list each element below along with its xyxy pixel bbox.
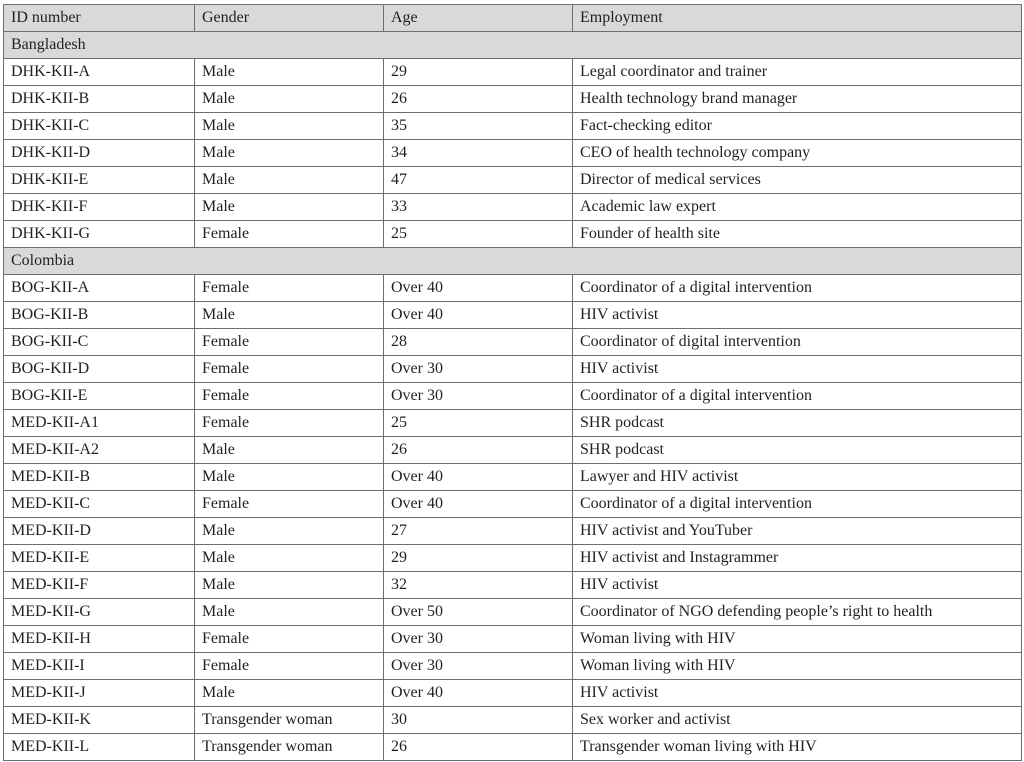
table-body bbox=[4, 32, 1022, 761]
cell-gender: Male bbox=[195, 464, 384, 491]
cell-employment: Legal coordinator and trainer bbox=[573, 59, 1022, 86]
cell-id-number: DHK-KII-C bbox=[4, 113, 195, 140]
table-row bbox=[4, 518, 1022, 545]
cell-id-number: MED-KII-E bbox=[4, 545, 195, 572]
cell-age: 25 bbox=[384, 221, 573, 248]
cell-age: Over 30 bbox=[384, 383, 573, 410]
table-row bbox=[4, 86, 1022, 113]
cell-employment: HIV activist and Instagrammer bbox=[573, 545, 1022, 572]
cell-gender: Female bbox=[195, 221, 384, 248]
cell-employment: HIV activist bbox=[573, 302, 1022, 329]
table-row bbox=[4, 491, 1022, 518]
cell-gender: Female bbox=[195, 383, 384, 410]
cell-id-number: BOG-KII-D bbox=[4, 356, 195, 383]
section-row bbox=[4, 32, 1022, 59]
cell-employment: Academic law expert bbox=[573, 194, 1022, 221]
cell-gender: Female bbox=[195, 410, 384, 437]
section-row bbox=[4, 248, 1022, 275]
cell-id-number: DHK-KII-E bbox=[4, 167, 195, 194]
cell-id-number: MED-KII-F bbox=[4, 572, 195, 599]
table-row bbox=[4, 140, 1022, 167]
cell-id-number: MED-KII-J bbox=[4, 680, 195, 707]
cell-id-number: DHK-KII-A bbox=[4, 59, 195, 86]
cell-employment: Coordinator of NGO defending people’s right to health bbox=[573, 599, 1022, 626]
section-title: Colombia bbox=[4, 248, 1022, 275]
cell-age: Over 30 bbox=[384, 653, 573, 680]
cell-gender: Male bbox=[195, 113, 384, 140]
cell-employment: HIV activist bbox=[573, 680, 1022, 707]
cell-gender: Male bbox=[195, 302, 384, 329]
cell-age: Over 30 bbox=[384, 626, 573, 653]
table-row bbox=[4, 599, 1022, 626]
table-row bbox=[4, 167, 1022, 194]
cell-gender: Transgender woman bbox=[195, 734, 384, 761]
cell-id-number: MED-KII-A1 bbox=[4, 410, 195, 437]
cell-age: 27 bbox=[384, 518, 573, 545]
cell-employment: Coordinator of a digital intervention bbox=[573, 383, 1022, 410]
cell-gender: Male bbox=[195, 680, 384, 707]
header-row bbox=[4, 5, 1022, 32]
cell-id-number: BOG-KII-B bbox=[4, 302, 195, 329]
header-employment: Employment bbox=[573, 5, 1022, 32]
cell-employment: Coordinator of a digital intervention bbox=[573, 491, 1022, 518]
cell-employment: SHR podcast bbox=[573, 437, 1022, 464]
cell-age: 33 bbox=[384, 194, 573, 221]
cell-employment: Coordinator of a digital intervention bbox=[573, 275, 1022, 302]
cell-employment: Founder of health site bbox=[573, 221, 1022, 248]
cell-gender: Female bbox=[195, 491, 384, 518]
cell-employment: SHR podcast bbox=[573, 410, 1022, 437]
cell-id-number: MED-KII-D bbox=[4, 518, 195, 545]
cell-gender: Male bbox=[195, 59, 384, 86]
table-row bbox=[4, 734, 1022, 761]
table-row bbox=[4, 464, 1022, 491]
cell-gender: Female bbox=[195, 653, 384, 680]
cell-gender: Transgender woman bbox=[195, 707, 384, 734]
cell-id-number: DHK-KII-B bbox=[4, 86, 195, 113]
table-row bbox=[4, 275, 1022, 302]
cell-id-number: MED-KII-A2 bbox=[4, 437, 195, 464]
cell-age: 26 bbox=[384, 437, 573, 464]
cell-age: Over 40 bbox=[384, 680, 573, 707]
cell-employment: Transgender woman living with HIV bbox=[573, 734, 1022, 761]
cell-age: Over 40 bbox=[384, 302, 573, 329]
section-title: Bangladesh bbox=[4, 32, 1022, 59]
cell-gender: Male bbox=[195, 599, 384, 626]
cell-gender: Male bbox=[195, 167, 384, 194]
cell-employment: Lawyer and HIV activist bbox=[573, 464, 1022, 491]
cell-age: Over 40 bbox=[384, 464, 573, 491]
cell-age: Over 40 bbox=[384, 275, 573, 302]
cell-id-number: MED-KII-H bbox=[4, 626, 195, 653]
cell-gender: Female bbox=[195, 356, 384, 383]
cell-age: 47 bbox=[384, 167, 573, 194]
cell-id-number: MED-KII-I bbox=[4, 653, 195, 680]
cell-id-number: MED-KII-G bbox=[4, 599, 195, 626]
cell-employment: Director of medical services bbox=[573, 167, 1022, 194]
table-row bbox=[4, 626, 1022, 653]
interviewee-table bbox=[3, 4, 1022, 761]
cell-age: 29 bbox=[384, 59, 573, 86]
cell-age: 32 bbox=[384, 572, 573, 599]
table-row bbox=[4, 302, 1022, 329]
header-gender: Gender bbox=[195, 5, 384, 32]
header-age: Age bbox=[384, 5, 573, 32]
cell-gender: Male bbox=[195, 518, 384, 545]
cell-gender: Male bbox=[195, 194, 384, 221]
cell-age: 28 bbox=[384, 329, 573, 356]
table-row bbox=[4, 572, 1022, 599]
table-row bbox=[4, 707, 1022, 734]
table-row bbox=[4, 329, 1022, 356]
cell-id-number: DHK-KII-F bbox=[4, 194, 195, 221]
table-row bbox=[4, 221, 1022, 248]
cell-age: Over 50 bbox=[384, 599, 573, 626]
cell-id-number: MED-KII-K bbox=[4, 707, 195, 734]
table-row bbox=[4, 113, 1022, 140]
cell-age: 25 bbox=[384, 410, 573, 437]
cell-employment: Health technology brand manager bbox=[573, 86, 1022, 113]
table-row bbox=[4, 59, 1022, 86]
cell-id-number: DHK-KII-D bbox=[4, 140, 195, 167]
cell-gender: Female bbox=[195, 329, 384, 356]
cell-age: 26 bbox=[384, 86, 573, 113]
table-row bbox=[4, 437, 1022, 464]
table-row bbox=[4, 680, 1022, 707]
cell-age: 34 bbox=[384, 140, 573, 167]
cell-gender: Female bbox=[195, 626, 384, 653]
header-id-number: ID number bbox=[4, 5, 195, 32]
cell-employment: Woman living with HIV bbox=[573, 653, 1022, 680]
cell-id-number: BOG-KII-A bbox=[4, 275, 195, 302]
cell-age: Over 30 bbox=[384, 356, 573, 383]
table-row bbox=[4, 194, 1022, 221]
cell-employment: Fact-checking editor bbox=[573, 113, 1022, 140]
cell-gender: Male bbox=[195, 572, 384, 599]
cell-age: 30 bbox=[384, 707, 573, 734]
cell-age: 35 bbox=[384, 113, 573, 140]
cell-id-number: MED-KII-C bbox=[4, 491, 195, 518]
cell-id-number: MED-KII-B bbox=[4, 464, 195, 491]
cell-age: 26 bbox=[384, 734, 573, 761]
cell-age: Over 40 bbox=[384, 491, 573, 518]
cell-gender: Male bbox=[195, 437, 384, 464]
cell-age: 29 bbox=[384, 545, 573, 572]
table-header bbox=[4, 5, 1022, 32]
cell-id-number: BOG-KII-E bbox=[4, 383, 195, 410]
cell-gender: Male bbox=[195, 545, 384, 572]
table-row bbox=[4, 545, 1022, 572]
table-row bbox=[4, 356, 1022, 383]
cell-employment: HIV activist bbox=[573, 572, 1022, 599]
table-row bbox=[4, 410, 1022, 437]
cell-employment: CEO of health technology company bbox=[573, 140, 1022, 167]
cell-gender: Female bbox=[195, 275, 384, 302]
table-row bbox=[4, 383, 1022, 410]
cell-gender: Male bbox=[195, 86, 384, 113]
cell-employment: Sex worker and activist bbox=[573, 707, 1022, 734]
cell-gender: Male bbox=[195, 140, 384, 167]
cell-employment: HIV activist and YouTuber bbox=[573, 518, 1022, 545]
cell-employment: Coordinator of digital intervention bbox=[573, 329, 1022, 356]
table-row bbox=[4, 653, 1022, 680]
cell-employment: HIV activist bbox=[573, 356, 1022, 383]
cell-id-number: DHK-KII-G bbox=[4, 221, 195, 248]
cell-employment: Woman living with HIV bbox=[573, 626, 1022, 653]
cell-id-number: MED-KII-L bbox=[4, 734, 195, 761]
cell-id-number: BOG-KII-C bbox=[4, 329, 195, 356]
